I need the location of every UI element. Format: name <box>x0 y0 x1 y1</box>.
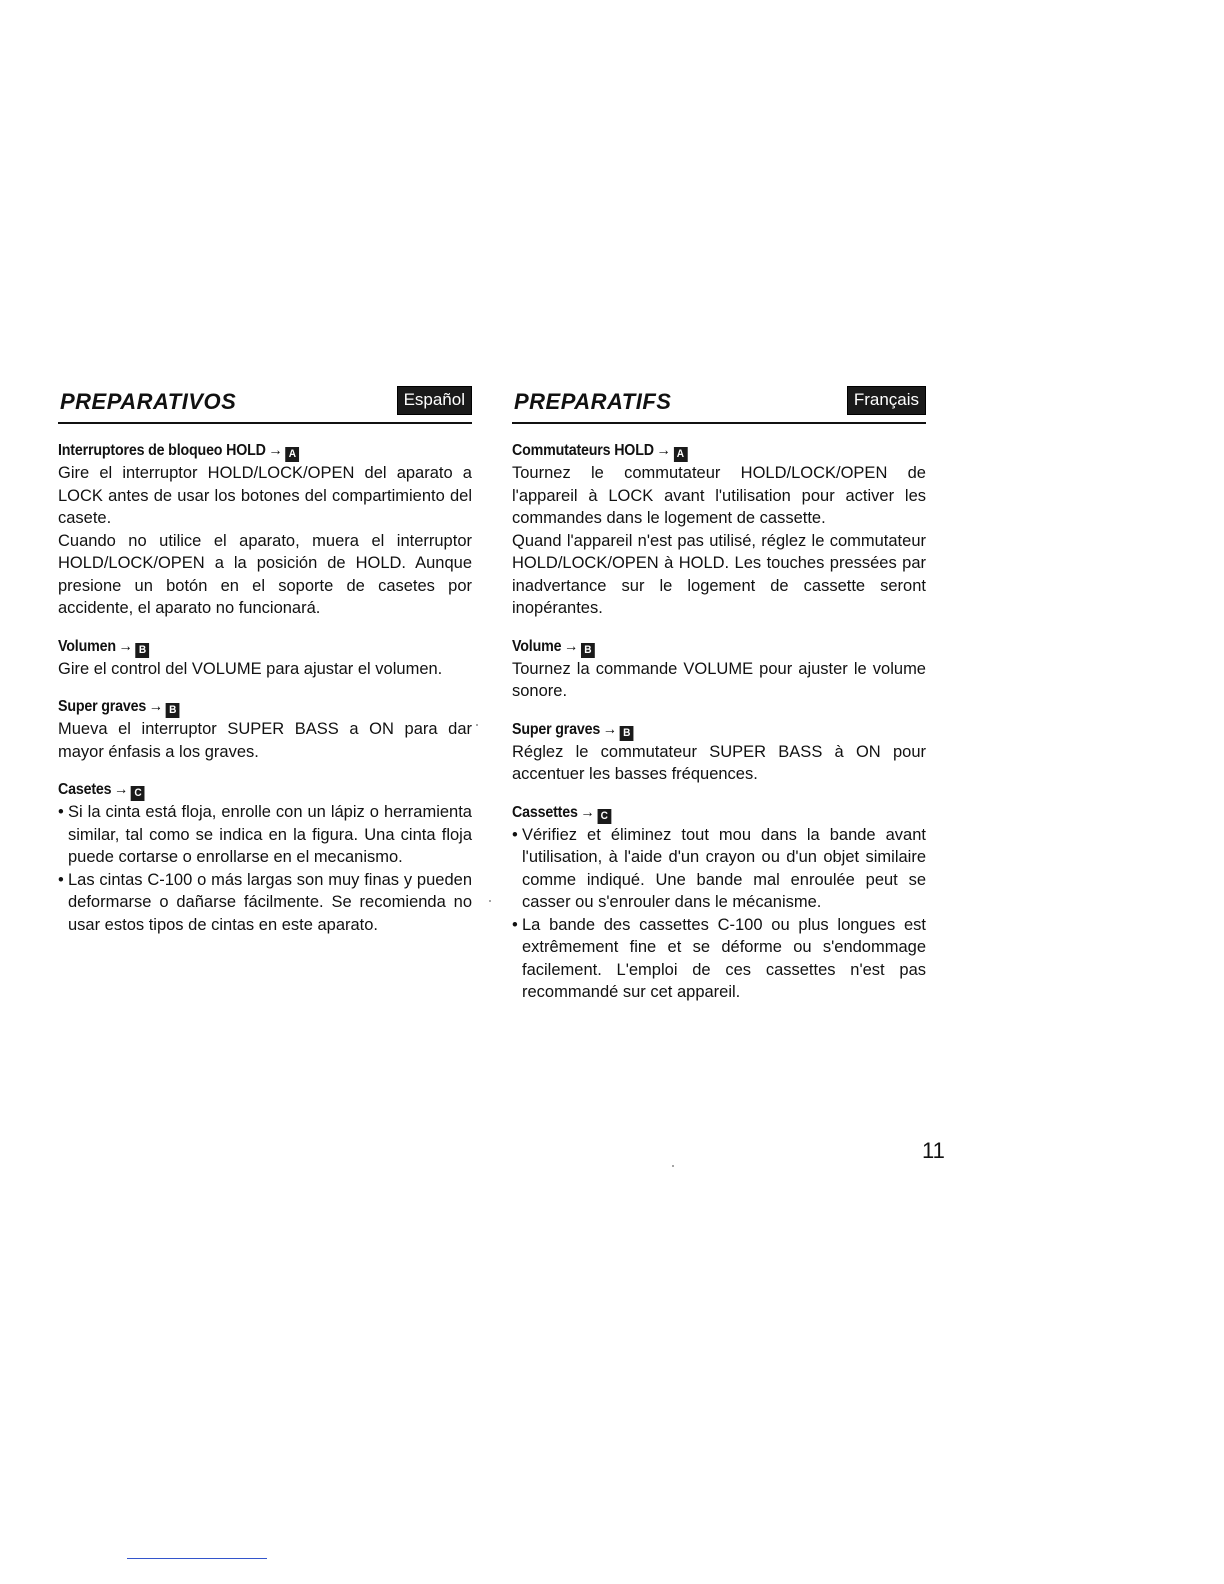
spanish-language-badge: Español <box>397 386 472 415</box>
spanish-section-title: PREPARATIVOS <box>60 389 237 414</box>
figure-reference-badge: A <box>673 447 687 462</box>
spanish-hold-section <box>58 440 472 620</box>
spanish-volume-section <box>58 636 472 681</box>
heading-text: Casetes <box>58 781 112 798</box>
scan-speck <box>672 1165 674 1167</box>
french-header <box>512 384 926 424</box>
french-cassettes-section <box>512 802 926 1004</box>
heading-text: Commutateurs HOLD <box>512 442 654 459</box>
arrow-icon: → <box>602 720 618 738</box>
section-heading <box>512 440 893 462</box>
french-column <box>512 384 926 1004</box>
section-heading <box>58 779 439 801</box>
arrow-icon: → <box>118 637 133 655</box>
paragraph: Réglez le commutateur SUPER BASS à ON pour accentuer les basses fréquences. <box>512 742 926 783</box>
bullet-item: • La bande des cassettes C-100 ou plus longues est extrêmement fine et se déforme ou s'endommage facilement. L'emploi de ces cassettes n'est pas recommandé sur cet appareil. <box>512 914 926 1004</box>
heading-text: Volumen <box>58 637 116 655</box>
paragraph: Cuando no utilice el aparato, muera el interruptor HOLD/LOCK/OPEN a la posición de HOLD. Aunque presione un botón en el soporte de casetes por accidente, el aparato no funcionará. <box>58 531 472 617</box>
french-section-title: PREPARATIFS <box>514 389 672 414</box>
spanish-header <box>58 384 472 424</box>
french-hold-section <box>512 440 926 620</box>
section-heading <box>512 802 893 824</box>
heading-text: Super graves <box>58 698 147 715</box>
figure-reference-badge: B <box>620 726 634 741</box>
bullet-list <box>58 801 472 936</box>
figure-reference-badge: C <box>597 809 611 824</box>
paragraph: Tournez la commande VOLUME pour ajuster le volume sonore. <box>512 659 926 700</box>
french-language-badge: Français <box>847 386 926 415</box>
arrow-icon: → <box>114 781 129 798</box>
figure-reference-badge: A <box>285 447 299 462</box>
bullet-item: • Vérifiez et éliminez tout mou dans la bande avant l'utilisation, à l'aide d'un crayon ou d'un objet similaire comme indiqué. Une bande mal enroulée peut se casser ou s'enrouler dans le mécanisme. <box>512 824 926 914</box>
bullet-item: • Las cintas C-100 o más largas son muy finas y pueden deformarse o dañarse fácilmente. Se recomienda no usar estos tipos de cintas en este aparato. <box>58 869 472 937</box>
heading-text: Volume <box>512 637 562 655</box>
section-heading <box>58 696 439 718</box>
paragraph: Quand l'appareil n'est pas utilisé, réglez le commutateur HOLD/LOCK/OPEN à HOLD. Les touches pressées par inadvertance sur le logement de cassette seront inopérantes. <box>512 531 926 617</box>
section-heading <box>58 440 439 462</box>
spanish-super-bass-section <box>58 696 472 763</box>
paragraph: Gire el control del VOLUME para ajustar el volumen. <box>58 659 443 678</box>
paragraph: Gire el interruptor HOLD/LOCK/OPEN del aparato a LOCK antes de usar los botones del compartimiento del casete. <box>58 464 472 527</box>
arrow-icon: → <box>148 698 164 715</box>
spanish-cassettes-section <box>58 779 472 936</box>
heading-text: Interruptores de bloqueo HOLD <box>58 442 266 459</box>
paragraph: Mueva el interruptor SUPER BASS a ON para dar mayor énfasis a los graves. <box>58 720 472 761</box>
french-super-bass-section <box>512 719 926 786</box>
figure-reference-badge: B <box>166 703 180 718</box>
figure-reference-badge: B <box>581 643 595 658</box>
heading-text: Super graves <box>512 720 601 738</box>
footer-rule <box>127 1558 267 1559</box>
section-heading <box>58 636 439 658</box>
arrow-icon: → <box>268 442 283 459</box>
figure-reference-badge: C <box>131 786 145 801</box>
bullet-list <box>512 824 926 1004</box>
arrow-icon: → <box>564 637 579 655</box>
section-heading <box>512 636 893 658</box>
heading-text: Cassettes <box>512 803 578 821</box>
scan-speck <box>489 900 491 902</box>
figure-reference-badge: B <box>135 643 149 658</box>
paragraph: Tournez le commutateur HOLD/LOCK/OPEN de l'appareil à LOCK avant l'utilisation pour activer les commandes dans le logement de cassette. <box>512 464 926 527</box>
arrow-icon: → <box>580 803 595 821</box>
spanish-column <box>58 384 472 936</box>
page-number: 11 <box>922 1138 945 1163</box>
bullet-item: • Si la cinta está floja, enrolle con un lápiz o herramienta similar, tal como se indica en la figura. Una cinta floja puede cortarse o enrollarse en el mecanismo. <box>58 801 472 869</box>
french-volume-section <box>512 636 926 703</box>
scan-speck <box>476 724 478 726</box>
section-heading <box>512 719 893 741</box>
arrow-icon: → <box>656 442 671 459</box>
